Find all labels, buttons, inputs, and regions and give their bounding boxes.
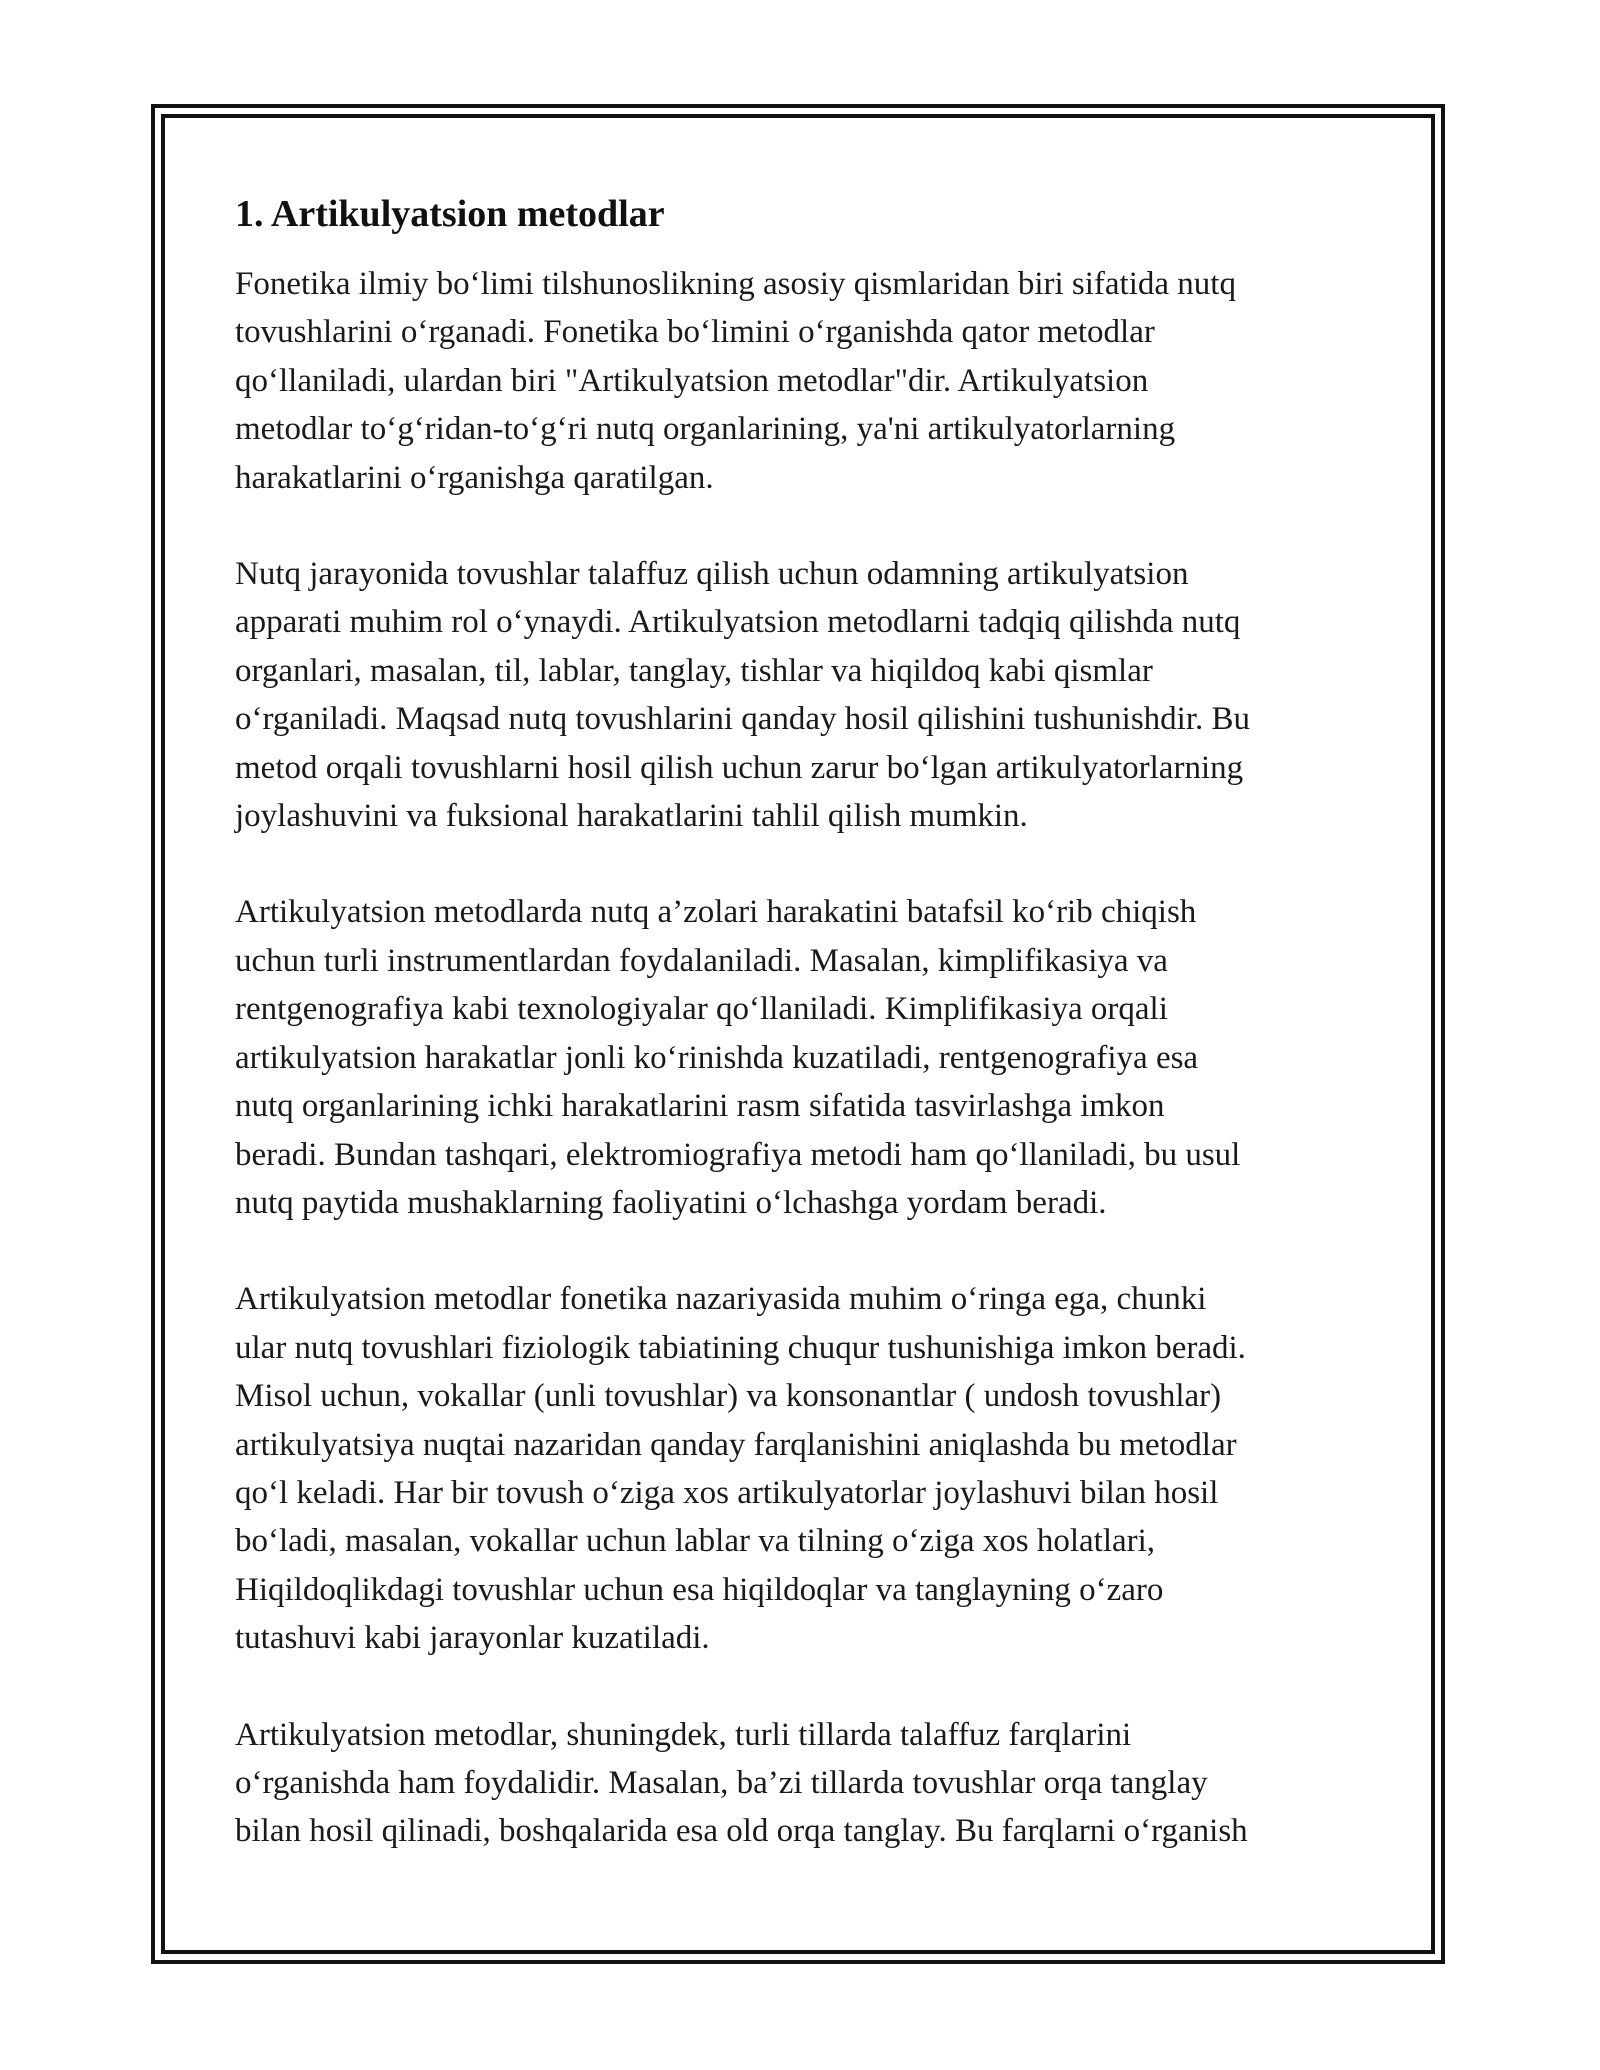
paragraph-line: Artikulyatsion metodlar fonetika nazariyasida muhim o‘ringa ega, chunki xyxy=(235,1281,1207,1318)
paragraph-line: metodlar to‘g‘ridan-to‘g‘ri nutq organlarining, ya'ni artikulyatorlarning xyxy=(235,411,1176,448)
paragraph-line: rentgenografiya kabi texnologiyalar qo‘llaniladi. Kimplifikasiya orqali xyxy=(235,991,1168,1028)
paragraph-line: harakatlarini o‘rganishga qaratilgan. xyxy=(235,459,714,496)
paragraph-1 xyxy=(235,260,1375,502)
paragraph-line: tutashuvi kabi jarayonlar kuzatiladi. xyxy=(235,1620,710,1657)
paragraph-line: apparati muhim rol o‘ynaydi. Artikulyatsion metodlarni tadqiq qilishda nutq xyxy=(235,604,1241,641)
paragraph-line: Artikulyatsion metodlar, shuningdek, turli tillarda talaffuz farqlarini xyxy=(235,1716,1132,1753)
paragraph-line: tovushlarini o‘rganadi. Fonetika bo‘limini o‘rganishda qator metodlar xyxy=(235,314,1155,351)
paragraph-line: nutq paytida mushaklarning faoliyatini o‘lchashga yordam beradi. xyxy=(235,1184,1107,1221)
paragraph-line: artikulyatsion harakatlar jonli ko‘rinishda kuzatiladi, rentgenografiya esa xyxy=(235,1039,1199,1076)
paragraph-line: o‘rganiladi. Maqsad nutq tovushlarini qanday hosil qilishini tushunishdir. Bu xyxy=(235,701,1251,738)
paragraph-line: artikulyatsiya nuqtai nazaridan qanday farqlanishini aniqlashda bu metodlar xyxy=(235,1426,1237,1463)
paragraph-line: Fonetika ilmiy bo‘limi tilshunoslikning asosiy qismlaridan biri sifatida nutq xyxy=(235,266,1236,302)
paragraph-line: Artikulyatsion metodlarda nutq a’zolari harakatini batafsil ko‘rib chiqish xyxy=(235,894,1197,931)
paragraph-4 xyxy=(235,1275,1375,1662)
paragraph-line: nutq organlarining ichki harakatlarini rasm sifatida tasvirlashga imkon xyxy=(235,1088,1165,1125)
paragraph-3 xyxy=(235,888,1375,1227)
section-heading: 1. Artikulyatsion metodlar xyxy=(235,193,665,235)
paragraph-line: Hiqildoqlikdagi tovushlar uchun esa hiqildoqlar va tanglayning o‘zaro xyxy=(235,1571,1164,1608)
paragraph-line: o‘rganishda ham foydalidir. Masalan, ba’zi tillarda tovushlar orqa tanglay xyxy=(235,1764,1208,1801)
document-body xyxy=(235,190,1375,1904)
paragraph-line: qo‘llaniladi, ulardan biri "Artikulyatsion metodlar"dir. Artikulyatsion xyxy=(235,362,1149,399)
paragraph-5 xyxy=(235,1711,1375,1856)
paragraph-line: bo‘ladi, masalan, vokallar uchun lablar va tilning o‘ziga xos holatlari, xyxy=(235,1523,1156,1560)
paragraph-line: ular nutq tovushlari fiziologik tabiatining chuqur tushunishiga imkon beradi. xyxy=(235,1329,1246,1366)
paragraph-line: organlari, masalan, til, lablar, tanglay, tishlar va hiqildoq kabi qismlar xyxy=(235,652,1153,689)
paragraph-line: Misol uchun, vokallar (unli tovushlar) va konsonantlar ( undosh tovushlar) xyxy=(235,1378,1222,1415)
paragraph-line: uchun turli instrumentlardan foydalaniladi. Masalan, kimplifikasiya va xyxy=(235,942,1168,979)
paragraph-line: bilan hosil qilinadi, boshqalarida esa old orqa tanglay. Bu farqlarni o‘rganish xyxy=(235,1813,1248,1850)
paragraph-line: beradi. Bundan tashqari, elektromiografiya metodi ham qo‘llaniladi, bu usul xyxy=(235,1136,1241,1173)
paragraph-line: metod orqali tovushlarni hosil qilish uchun zarur bo‘lgan artikulyatorlarning xyxy=(235,749,1244,786)
paragraph-line: joylashuvini va fuksional harakatlarini tahlil qilish mumkin. xyxy=(235,798,1028,835)
paragraph-line: Nutq jarayonida tovushlar talaffuz qilish uchun odamning artikulyatsion xyxy=(235,556,1189,593)
paragraph-line: qo‘l keladi. Har bir tovush o‘ziga xos artikulyatorlar joylashuvi bilan hosil xyxy=(235,1474,1219,1511)
paragraph-2 xyxy=(235,550,1375,840)
